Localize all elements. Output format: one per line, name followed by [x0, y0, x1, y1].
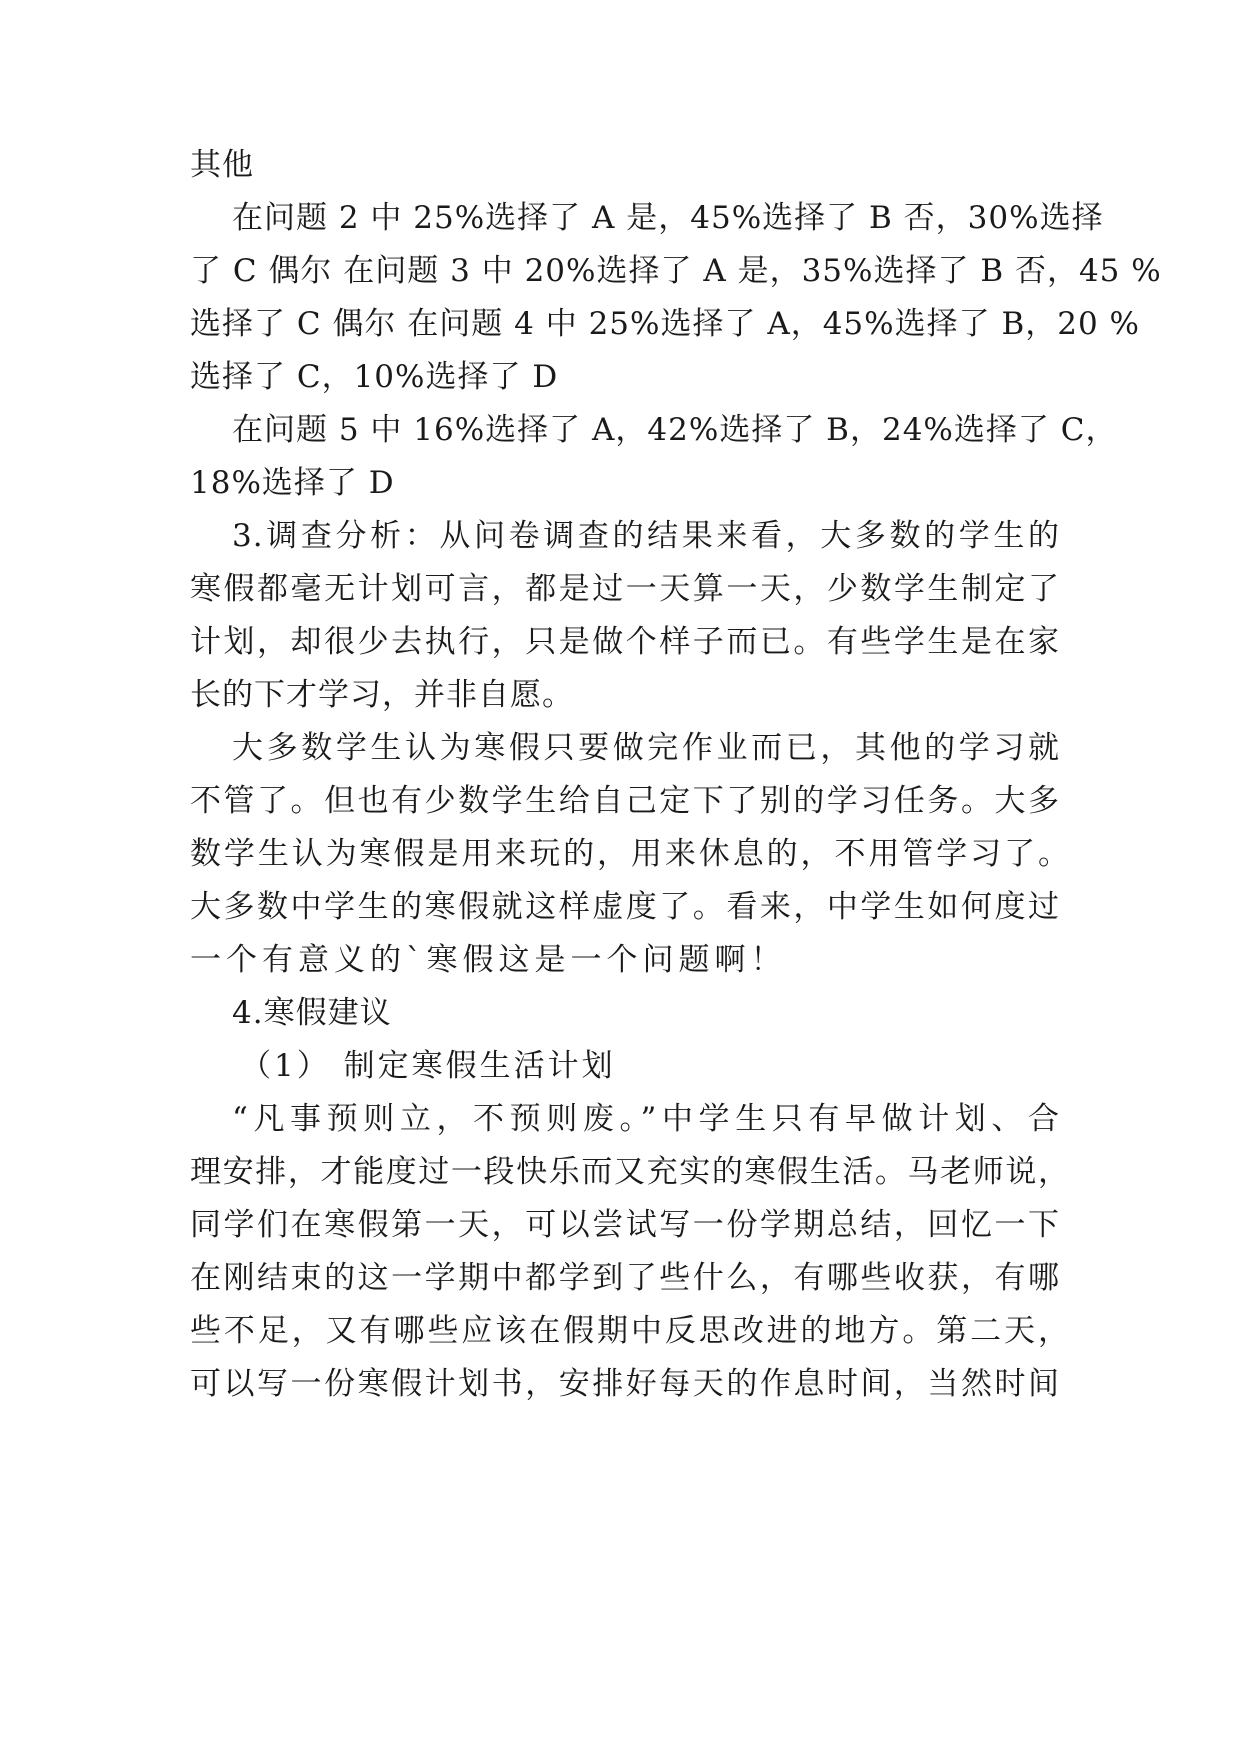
text-line: 一个有意义的`寒假这是一个问题啊！ — [190, 942, 787, 978]
text-line: 可以写一份寒假计划书，安排好每天的作息时间，当然时间 — [190, 1366, 1060, 1402]
text-line: 了 C 偶尔 在问题 3 中 20%选择了 A 是，35%选择了 B 否，45 % — [190, 253, 1162, 289]
text-line: 长的下才学习，并非自愿。 — [190, 677, 574, 713]
text-line: 计划，却很少去执行，只是做个样子而已。有些学生是在家 — [190, 624, 1060, 660]
text-line: 同学们在寒假第一天，可以尝试写一份学期总结，回忆一下 — [190, 1207, 1060, 1243]
text-line: 理安排，才能度过一段快乐而又充实的寒假生活。马老师说， — [190, 1154, 1070, 1190]
text-line: 在问题 2 中 25%选择了 A 是，45%选择了 B 否，30%选择 — [232, 200, 1104, 236]
text-line: 3.调查分析：从问卷调查的结果来看，大多数的学生的 — [232, 518, 1060, 554]
text-line: 大多数中学生的寒假就这样虚度了。看来，中学生如何度过 — [190, 889, 1060, 925]
subsection-heading: （1） 制定寒假生活计划 — [240, 1048, 616, 1084]
text-line: 选择了 C 偶尔 在问题 4 中 25%选择了 A，45%选择了 B，20 % — [190, 306, 1141, 342]
text-line: 些不足，又有哪些应该在假期中反思改进的地方。第二天， — [190, 1313, 1070, 1349]
text-line: “凡事预则立，不预则废。”中学生只有早做计划、合 — [232, 1101, 1060, 1137]
text-line: 在问题 5 中 16%选择了 A，42%选择了 B，24%选择了 C， — [232, 412, 1118, 448]
text-line: 寒假都毫无计划可言，都是过一天算一天，少数学生制定了 — [190, 571, 1060, 607]
text-line: 不管了。但也有少数学生给自己定下了别的学习任务。大多 — [190, 783, 1060, 819]
text-line: 在刚结束的这一学期中都学到了些什么，有哪些收获，有哪 — [190, 1260, 1060, 1296]
text-line: 18%选择了 D — [190, 465, 395, 501]
text-line: 选择了 C，10%选择了 D — [190, 359, 559, 395]
text-line: 其他 — [190, 147, 254, 183]
text-line: 数学生认为寒假是用来玩的，用来休息的，不用管学习了。 — [190, 836, 1070, 872]
section-heading: 4.寒假建议 — [232, 995, 392, 1031]
text-line: 大多数学生认为寒假只要做完作业而已，其他的学习就 — [232, 730, 1060, 766]
